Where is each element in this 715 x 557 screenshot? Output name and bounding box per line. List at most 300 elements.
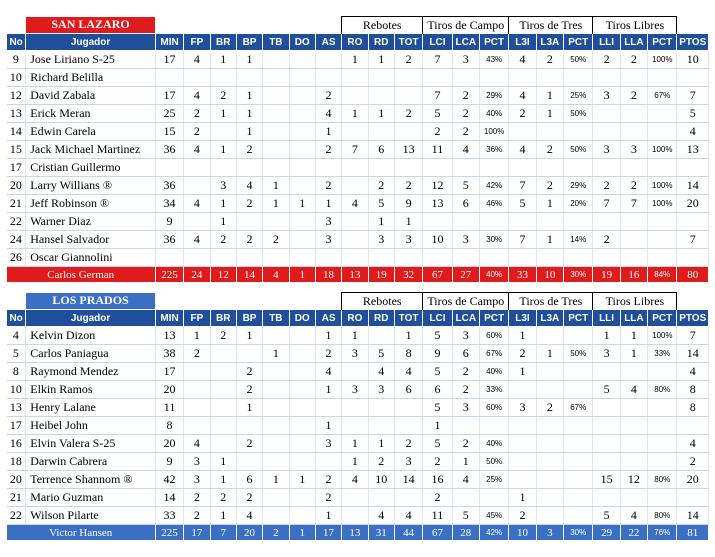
stat-cell	[184, 213, 210, 231]
stat-cell: 5	[423, 327, 452, 345]
stat-cell: 7	[509, 177, 536, 195]
stat-cell	[315, 159, 341, 177]
stat-cell: 3	[368, 381, 394, 399]
stat-cell	[263, 507, 289, 525]
col-header: TB	[263, 34, 289, 51]
stat-cell	[394, 69, 422, 87]
player-number: 22	[7, 213, 26, 231]
total-cell: 17	[315, 525, 341, 541]
player-name: Erick Meran	[26, 105, 156, 123]
stat-cell: 5	[423, 399, 452, 417]
stat-cell	[648, 435, 677, 453]
stat-cell	[564, 123, 593, 141]
stat-cell: 4	[368, 363, 394, 381]
player-number: 5	[7, 345, 26, 363]
stat-cell: 11	[423, 141, 452, 159]
stat-cell	[509, 381, 536, 399]
player-number: 26	[7, 249, 26, 267]
stat-cell: 3	[509, 399, 536, 417]
team-name-banner: SAN LAZARO	[26, 17, 156, 34]
stat-cell	[648, 363, 677, 381]
stat-cell: 2	[620, 87, 647, 105]
stat-cell	[479, 69, 508, 87]
stat-cell: 6	[452, 195, 479, 213]
stat-cell: 1	[263, 345, 289, 363]
player-name: Henry Lalane	[26, 399, 156, 417]
col-header: LLA	[620, 34, 647, 51]
player-name: Jose Liriano S-25	[26, 51, 156, 69]
stat-cell: 2	[452, 435, 479, 453]
stat-cell	[620, 159, 647, 177]
player-name: David Zabala	[26, 87, 156, 105]
stat-cell	[289, 69, 315, 87]
stat-cell: 2	[210, 87, 236, 105]
stat-cell: 1	[263, 471, 289, 489]
group-header-tiros-tres: Tiros de Tres	[509, 17, 593, 34]
stat-cell	[289, 345, 315, 363]
player-number: 4	[7, 327, 26, 345]
stat-cell	[342, 159, 368, 177]
stat-cell: 4	[677, 123, 709, 141]
stat-cell: 1	[394, 213, 422, 231]
stat-cell	[236, 159, 262, 177]
stat-cell: 3	[210, 177, 236, 195]
player-number: 17	[7, 159, 26, 177]
total-cell: 27	[452, 267, 479, 283]
player-number: 20	[7, 471, 26, 489]
total-cell: 76%	[648, 525, 677, 541]
player-number: 21	[7, 195, 26, 213]
player-name: Mario Guzman	[26, 489, 156, 507]
stat-cell	[593, 123, 620, 141]
stat-cell: 2	[423, 489, 452, 507]
stat-cell: 38	[155, 345, 183, 363]
stat-cell	[289, 249, 315, 267]
stat-cell: 36%	[479, 141, 508, 159]
stat-cell: 3	[394, 453, 422, 471]
stat-cell	[289, 213, 315, 231]
stat-cell: 50%	[564, 51, 593, 69]
stat-cell: 33%	[479, 381, 508, 399]
stat-cell	[648, 105, 677, 123]
player-number: 13	[7, 399, 26, 417]
stat-cell: 1	[315, 381, 341, 399]
player-name: Terrence Shannom ®	[26, 471, 156, 489]
stat-cell: 3	[593, 345, 620, 363]
stat-cell	[479, 159, 508, 177]
col-header: TOT	[394, 310, 422, 327]
col-header: PCT	[564, 310, 593, 327]
stat-cell	[368, 417, 394, 435]
stat-cell: 4	[342, 195, 368, 213]
stat-cell: 2	[452, 87, 479, 105]
stat-cell: 14	[394, 471, 422, 489]
player-row	[7, 249, 709, 267]
stat-cell: 100%	[648, 51, 677, 69]
stat-cell: 1	[236, 327, 262, 345]
total-cell: 80	[677, 267, 709, 283]
stat-cell: 25%	[564, 87, 593, 105]
stat-cell	[263, 87, 289, 105]
stat-cell	[184, 159, 210, 177]
col-header: FP	[184, 34, 210, 51]
stat-cell	[394, 399, 422, 417]
player-row	[7, 471, 709, 489]
stat-cell	[155, 249, 183, 267]
stat-cell: 12	[423, 177, 452, 195]
stat-cell: 1	[342, 435, 368, 453]
stat-cell: 14	[677, 177, 709, 195]
stat-cell	[677, 159, 709, 177]
total-cell: 40%	[479, 267, 508, 283]
stat-cell: 2	[452, 123, 479, 141]
player-number: 15	[7, 141, 26, 159]
stat-cell	[452, 159, 479, 177]
stat-cell: 9	[394, 195, 422, 213]
group-header-tiros-libres: Tiros Libres	[593, 17, 677, 34]
total-cell: 20	[236, 525, 262, 541]
stat-cell: 2	[593, 51, 620, 69]
stat-cell	[509, 123, 536, 141]
stat-cell	[289, 327, 315, 345]
stat-cell	[394, 417, 422, 435]
col-header: PCT	[479, 310, 508, 327]
stat-cell	[236, 345, 262, 363]
stat-cell	[289, 435, 315, 453]
stat-cell	[394, 87, 422, 105]
col-header: PCT	[479, 34, 508, 51]
stat-cell: 2	[452, 381, 479, 399]
stat-cell: 2	[184, 507, 210, 525]
stat-cell	[509, 69, 536, 87]
player-row	[7, 327, 709, 345]
stat-cell	[263, 159, 289, 177]
stat-cell: 3	[368, 231, 394, 249]
player-name: Kelvin Dizon	[26, 327, 156, 345]
total-cell: 7	[210, 525, 236, 541]
stat-cell	[263, 417, 289, 435]
stat-cell: 3	[315, 213, 341, 231]
stat-cell	[368, 123, 394, 141]
stat-cell: 3	[184, 453, 210, 471]
total-cell: 4	[263, 267, 289, 283]
player-row	[7, 363, 709, 381]
col-header: BP	[236, 310, 262, 327]
stat-cell: 1	[536, 105, 563, 123]
stat-cell: 67%	[479, 345, 508, 363]
stat-cell: 5	[423, 435, 452, 453]
player-name: Raymond Mendez	[26, 363, 156, 381]
stat-cell: 6	[423, 381, 452, 399]
stat-cell	[452, 213, 479, 231]
stat-cell	[620, 453, 647, 471]
stat-cell: 36	[155, 177, 183, 195]
stat-cell: 1	[210, 105, 236, 123]
stat-cell: 2	[210, 489, 236, 507]
stat-cell: 30%	[479, 231, 508, 249]
stat-cell	[289, 105, 315, 123]
stat-cell: 40%	[479, 105, 508, 123]
stat-cell	[564, 471, 593, 489]
stat-cell: 5	[368, 345, 394, 363]
stat-cell	[509, 249, 536, 267]
player-name: Warner Diaz	[26, 213, 156, 231]
stat-cell: 1	[315, 123, 341, 141]
stat-cell	[263, 141, 289, 159]
stat-cell: 2	[184, 105, 210, 123]
stat-cell	[342, 123, 368, 141]
stat-cell: 4	[452, 141, 479, 159]
stat-cell	[452, 417, 479, 435]
total-cell: 225	[155, 525, 183, 541]
stat-cell: 2	[210, 231, 236, 249]
stat-cell: 33	[155, 507, 183, 525]
box-score-table	[6, 16, 709, 282]
stat-cell	[210, 435, 236, 453]
col-header: No	[7, 34, 26, 51]
total-cell: 81	[677, 525, 709, 541]
stat-cell	[536, 123, 563, 141]
stat-cell: 7	[509, 231, 536, 249]
stat-cell	[315, 249, 341, 267]
stat-cell	[263, 213, 289, 231]
player-name: Cristian Guillermo	[26, 159, 156, 177]
stat-cell	[536, 435, 563, 453]
stat-cell	[342, 177, 368, 195]
stat-cell	[536, 489, 563, 507]
stat-cell	[289, 123, 315, 141]
stat-cell: 3	[593, 141, 620, 159]
stat-cell: 1	[210, 51, 236, 69]
stat-cell	[368, 69, 394, 87]
stat-cell	[620, 213, 647, 231]
stat-cell: 4	[677, 363, 709, 381]
col-header: No	[7, 310, 26, 327]
stat-cell	[342, 249, 368, 267]
group-header-tiros-libres: Tiros Libres	[593, 293, 677, 310]
total-cell: 42%	[479, 525, 508, 541]
stat-cell	[263, 51, 289, 69]
stat-cell: 2	[315, 345, 341, 363]
player-name: Larry Willians ®	[26, 177, 156, 195]
player-number: 21	[7, 489, 26, 507]
col-header: L3A	[536, 310, 563, 327]
stat-cell: 6	[452, 345, 479, 363]
stat-cell: 40%	[479, 435, 508, 453]
stat-cell	[263, 381, 289, 399]
stat-cell	[394, 123, 422, 141]
total-cell: 19	[593, 267, 620, 283]
column-header-row	[7, 34, 709, 51]
stat-cell: 4	[184, 195, 210, 213]
stat-cell: 33%	[648, 345, 677, 363]
stat-cell: 1	[210, 507, 236, 525]
stat-cell	[564, 363, 593, 381]
stat-cell: 4	[452, 471, 479, 489]
stat-cell: 100%	[648, 177, 677, 195]
group-header-tiros-campo: Tiros de Campo	[423, 293, 509, 310]
stat-cell: 29%	[479, 87, 508, 105]
stat-cell	[564, 327, 593, 345]
stat-cell: 1	[342, 327, 368, 345]
stat-cell: 2	[315, 489, 341, 507]
total-cell: 13	[342, 267, 368, 283]
col-header: LLA	[620, 310, 647, 327]
stat-cell: 100%	[648, 195, 677, 213]
stat-cell: 2	[184, 123, 210, 141]
stat-cell: 1	[315, 327, 341, 345]
player-row	[7, 399, 709, 417]
total-cell: 3	[536, 525, 563, 541]
player-row	[7, 69, 709, 87]
stat-cell	[263, 327, 289, 345]
stat-cell	[536, 69, 563, 87]
stat-cell: 1	[509, 363, 536, 381]
stat-cell: 25	[155, 105, 183, 123]
player-row	[7, 51, 709, 69]
total-cell: 29	[593, 525, 620, 541]
stat-cell	[648, 399, 677, 417]
col-header: PCT	[648, 34, 677, 51]
stat-cell	[536, 381, 563, 399]
player-number: 13	[7, 105, 26, 123]
stat-cell: 5	[509, 195, 536, 213]
stat-cell: 2	[536, 51, 563, 69]
player-row	[7, 381, 709, 399]
stat-cell	[423, 159, 452, 177]
stat-cell: 13	[423, 195, 452, 213]
col-header: LCA	[452, 34, 479, 51]
stat-cell: 14	[155, 489, 183, 507]
stat-cell: 100%	[648, 141, 677, 159]
stat-cell	[593, 417, 620, 435]
stat-cell	[210, 159, 236, 177]
stat-cell: 1	[452, 453, 479, 471]
stat-cell	[342, 231, 368, 249]
stat-cell	[564, 453, 593, 471]
stat-cell: 11	[155, 399, 183, 417]
col-header: Jugador	[26, 310, 156, 327]
stat-cell	[648, 417, 677, 435]
stat-cell: 2	[452, 105, 479, 123]
stat-cell	[593, 435, 620, 453]
stat-cell: 20%	[564, 195, 593, 213]
col-header: RD	[368, 34, 394, 51]
player-row	[7, 87, 709, 105]
stat-cell	[620, 435, 647, 453]
stat-cell	[620, 363, 647, 381]
stat-cell: 80%	[648, 381, 677, 399]
total-cell: 28	[452, 525, 479, 541]
stat-cell	[263, 105, 289, 123]
stat-cell: 1	[236, 105, 262, 123]
stat-cell: 4	[342, 471, 368, 489]
stat-cell	[564, 249, 593, 267]
total-cell: 18	[315, 267, 341, 283]
stat-cell	[315, 453, 341, 471]
stat-cell: 34	[155, 195, 183, 213]
stat-cell: 5	[593, 507, 620, 525]
stat-cell: 36	[155, 141, 183, 159]
stat-cell	[155, 159, 183, 177]
stat-cell: 2	[210, 327, 236, 345]
stat-cell	[184, 363, 210, 381]
stat-cell	[263, 69, 289, 87]
stat-cell: 16	[423, 471, 452, 489]
stat-cell: 1	[423, 417, 452, 435]
stat-cell: 1	[236, 51, 262, 69]
stat-cell: 3	[315, 435, 341, 453]
stat-cell: 1	[315, 195, 341, 213]
col-header: RD	[368, 310, 394, 327]
stat-cell	[342, 507, 368, 525]
coach-name: Victor Hansen	[7, 525, 156, 541]
player-row	[7, 417, 709, 435]
player-number: 16	[7, 435, 26, 453]
stat-cell: 2	[620, 177, 647, 195]
col-header: L3I	[509, 34, 536, 51]
stat-cell: 10	[677, 51, 709, 69]
group-header-rebotes: Rebotes	[342, 17, 423, 34]
stat-cell: 50%	[564, 345, 593, 363]
stat-cell	[315, 69, 341, 87]
stat-cell: 15	[593, 471, 620, 489]
player-name: Jack Michael Martinez	[26, 141, 156, 159]
stat-cell	[564, 381, 593, 399]
stat-cell: 2	[677, 453, 709, 471]
stat-cell	[564, 489, 593, 507]
totals-row	[7, 267, 709, 283]
stat-cell	[536, 327, 563, 345]
player-row	[7, 177, 709, 195]
stat-cell: 1	[536, 195, 563, 213]
stat-cell	[210, 417, 236, 435]
stat-cell: 3	[394, 231, 422, 249]
stat-cell	[368, 489, 394, 507]
stat-cell	[184, 381, 210, 399]
stat-cell: 5	[677, 105, 709, 123]
col-header: PTOS	[677, 34, 709, 51]
stat-cell	[620, 69, 647, 87]
stat-cell: 50%	[564, 105, 593, 123]
stat-cell: 2	[423, 453, 452, 471]
stat-cell	[289, 489, 315, 507]
stat-cell: 17	[155, 363, 183, 381]
total-cell: 67	[423, 267, 452, 283]
total-cell: 2	[263, 525, 289, 541]
player-number: 14	[7, 123, 26, 141]
player-name: Elkin Ramos	[26, 381, 156, 399]
stat-cell	[648, 489, 677, 507]
player-rows	[7, 51, 709, 267]
stat-cell: 7	[342, 141, 368, 159]
stat-cell: 1	[368, 213, 394, 231]
team-section-san-lazaro	[6, 16, 709, 282]
player-name: Carlos Paniagua	[26, 345, 156, 363]
stat-cell: 1	[342, 453, 368, 471]
group-header-tiros-tres: Tiros de Tres	[509, 293, 593, 310]
stat-cell: 2	[536, 141, 563, 159]
stat-cell	[394, 159, 422, 177]
stat-cell: 1	[210, 213, 236, 231]
stat-cell: 2	[394, 105, 422, 123]
stat-cell: 20	[155, 381, 183, 399]
stat-cell	[648, 69, 677, 87]
stat-cell	[593, 363, 620, 381]
total-cell: 30%	[564, 525, 593, 541]
stat-cell: 1	[620, 345, 647, 363]
col-header: LCI	[423, 310, 452, 327]
